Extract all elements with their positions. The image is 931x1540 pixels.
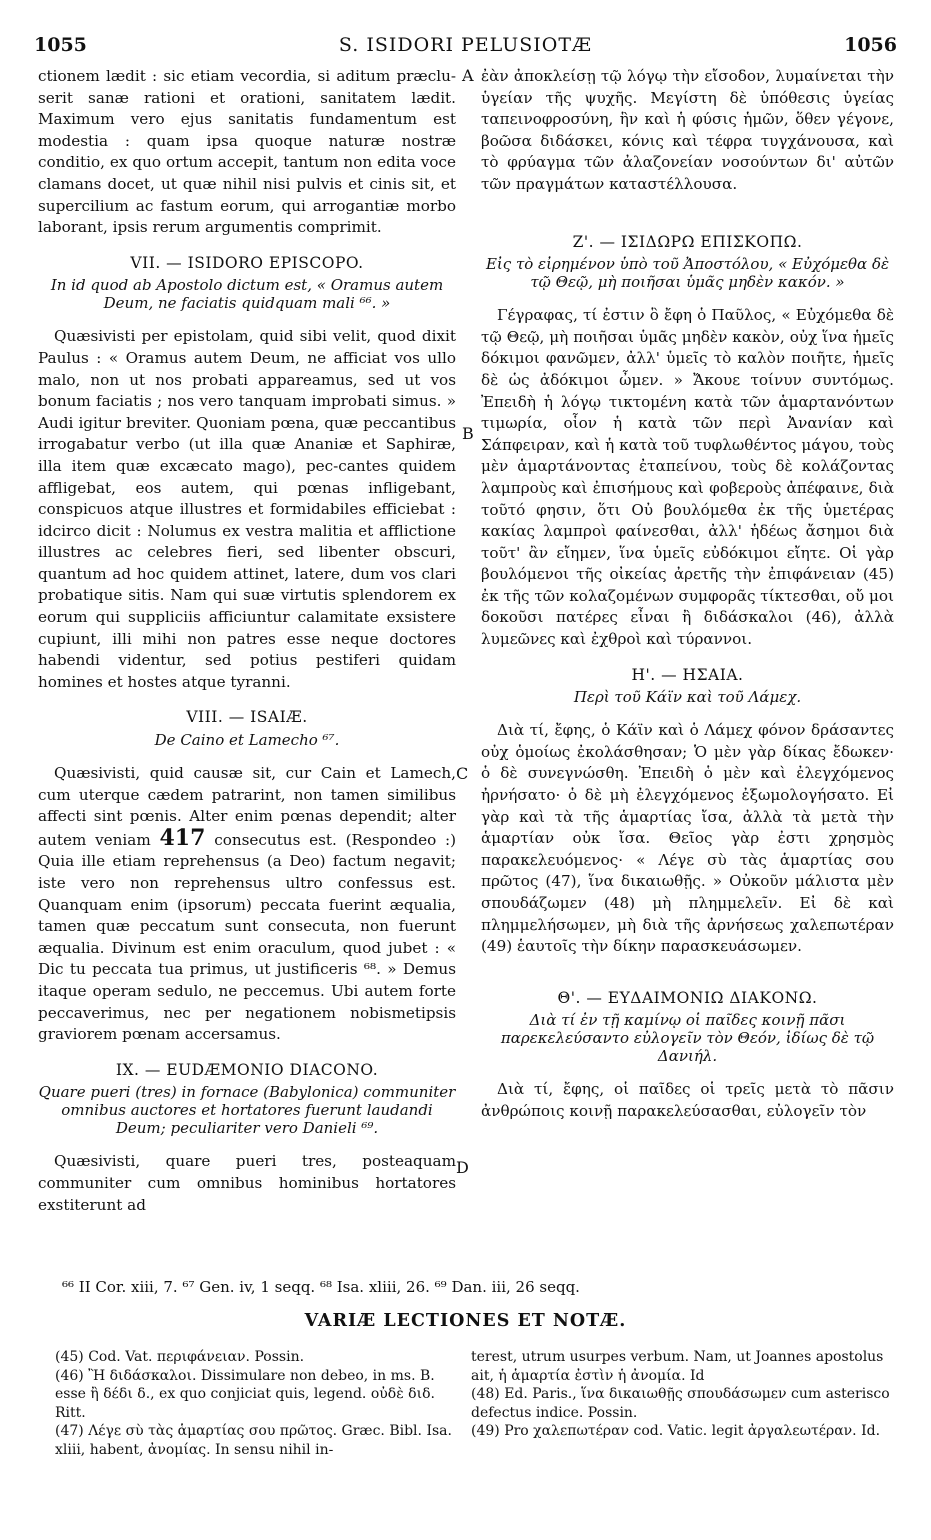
latin-column <box>38 66 456 1216</box>
running-title: S. ISIDORI PELUSIOTÆ <box>338 34 593 56</box>
page-number-right: 1056 <box>844 34 897 56</box>
note-45: (45) Cod. Vat. περιφάνειαν. Possin. <box>55 1349 305 1365</box>
section-subtitle-ix-greek: Διὰ τί ἐν τῇ καμίνῳ οἱ παῖδες κοινῇ πᾶσι παρεκελεύσαντο εὐλογεῖν τὸν Θεόν, ἰδίως δὲ τῷ Δανιήλ. <box>500 1011 875 1066</box>
latin-text: Quæsivisti, quid causæ sit, cur Cain et Lamech, cum uterque cædem patrarint, non tamen similibus affecti sint pœnis. Alter enim pœnas dependit; alter autem veniam <box>38 764 456 849</box>
note-46: (46) Ἢ διδάσκαλοι. Dissimulare non debeo, in ms. B. esse ἢ δέδι δ., ex quo conjiciat quis, legend. οὐδὲ διδ. Ritt. <box>55 1367 435 1421</box>
section-title-viii-greek: Η'. — ΗΣΑΙΑ. <box>631 665 744 684</box>
greek-paragraph: Διὰ τί, ἔφης, οἱ παῖδες οἱ τρεῖς μετὰ τὸ πᾶσιν ἀνθρώποις κοινῇ παρακελεύσασθαι, εὐλογεῖν τὸν <box>481 1080 894 1120</box>
greek-paragraph: ἐὰν ἀποκλείσῃ τῷ λόγῳ τὴν εἴσοδον, λυμαίνεται τὴν ὑγείαν τῆς ψυχῆς. Μεγίστη δὲ ὑπόθεσις ὑγείας ταπεινοφροσύνη, ἣν καὶ ἡ φύσις ἡμῶν, ὅθεν γέγονε, βοῶσα διδάσκει, κόνις καὶ τέφρα τυγχάνουσα, καὶ τὸ φρύαγμα τῶν ἀλαζονείαν νοσούντων δι' αὐτῶν τῶν πραγμάτων καταστέλλουσα. <box>481 67 894 193</box>
latin-paragraph <box>38 763 456 1046</box>
margin-marker-c: C <box>456 764 469 783</box>
section-title-vii-latin: VII. — ISIDORO EPISCOPO. <box>130 253 364 272</box>
latin-text: consecutus est. (Respondeo :) Quia ille etiam reprehensus (a Deo) factum negavit; iste vero non reprehensus ultro confessus est. Quanquam enim (ipsorum) peccata fuerint æqualia, tamen quæ peccatum sunt consecuta, non fuerunt æqualia. Divinum est enim oraculum, quod jubet : « Dic tu peccata tua primus, ut justificeris ⁶⁸. » Demus itaque operam sedulo, ne peccemus. Ubi autem forte peccaverimus, nec per negationem nobismetipsis graviorem pœnam accersamus. <box>38 830 457 1044</box>
section-title-viii-latin: VIII. — ISAIÆ. <box>186 708 308 727</box>
latin-paragraph: Quæsivisti, quare pueri tres, posteaquam communiter cum omnibus hominibus hortatores exstiterunt ad <box>38 1152 456 1214</box>
column-number: 417 <box>159 824 206 851</box>
section-subtitle-vii-greek: Εἰς τὸ εἰρημένον ὑπὸ τοῦ Ἀποστόλου, « Εὐχόμεθα δὲ τῷ Θεῷ, μὴ ποιῆσαι ὑμᾶς μηδὲν κακόν. » <box>485 255 890 292</box>
scripture-footnotes: ⁶⁶ II Cor. xiii, 7. ⁶⁷ Gen. iv, 1 seqq. ⁶⁸ Isa. xliii, 26. ⁶⁹ Dan. iii, 26 seqq. <box>62 1278 580 1296</box>
section-subtitle-vii-latin: In id quod ab Apostolo dictum est, « Oramus autem Deum, ne faciatis quidquam mali ⁶⁶. » <box>50 276 444 313</box>
latin-paragraph: Quæsivisti per epistolam, quid sibi velit, quod dixit Paulus : « Oramus autem Deum, ne afficiat vos ullo malo, non ut nos probati appareamus, sed ut vos bonum faciatis ; nos vero tanquam improbati simus. » Audi igitur breviter. Quoniam pœna, quæ peccantibus irrogabatur verbo (ut illa quæ Ananiæ et Saphiræ, illa item quæ excæcato mago), pec-cantes quidem affligebat, eos autem, qui pœnas infligebant, conspicuos atque illustres et formidabiles efficiebat : idcirco dicit : Nolumus ex vestra malitia et afflictione illustres ac celebres fieri, sed libenter obscuri, quantum ad hoc quidem attinet, latere, dum vos clari probatique sitis. Nam qui suæ virtutis splendorem ex eorum qui suppliciis afficiuntur calamitate exsistere cupiunt, illi mihi non patres esse neque doctores habendi videntur, sed potius pestiferi quidam homines et hostes atque tyranni. <box>38 327 456 691</box>
section-title-ix-latin: IX. — EUDÆMONIO DIACONO. <box>115 1060 379 1079</box>
page-header <box>34 34 897 62</box>
note-49: (49) Pro χαλεπωτέραν cod. Vatic. legit ἀργαλεωτέραν. Id. <box>471 1423 881 1439</box>
section-subtitle-ix-latin: Quare pueri (tres) in fornace (Babylonica) communiter omnibus auctores et hortatores fuerunt laudandi Deum; peculiariter vero Danieli ⁶⁹. <box>38 1083 456 1138</box>
margin-marker-b: B <box>462 424 474 443</box>
section-title-ix-greek: Θ'. — ΕΥΔΑΙΜΟΝΙΩ ΔΙΑΚΟΝΩ. <box>557 988 818 1007</box>
section-subtitle-viii-latin: De Caino et Lamecho ⁶⁷. <box>154 731 340 750</box>
notes-title: VARIÆ LECTIONES ET NOTÆ. <box>304 1311 627 1331</box>
note-47: (47) Λέγε σὺ τὰς ἁμαρτίας σου πρῶτος. Græc. Bibl. Isa. xliii, habent, ἀνομίας. In sensu nihil in- <box>55 1423 452 1458</box>
greek-column <box>481 66 894 1123</box>
margin-marker-a: A <box>462 66 474 85</box>
page-number-left: 1055 <box>34 34 87 56</box>
latin-paragraph: ctionem lædit : sic etiam vecordia, si aditum præclu-serit sanæ rationi et orationi, sanitatem lædit. Maximum vero ejus sanitatis fundamentum est modestia : quam ipsa quoque naturæ nostræ conditio, ex quo ortum accepit, tantum non edita voce clamans docet, ut quæ nihil nisi pulvis et cinis sit, et supercilium ac fastum eorum, qui arrogantiæ morbo laborant, ipsis rerum argumentis comprimit. <box>38 67 456 237</box>
margin-marker-d: D <box>456 1158 469 1177</box>
greek-paragraph: Διὰ τί, ἔφης, ὁ Κάϊν καὶ ὁ Λάμεχ φόνον δράσαντες οὐχ ὁμοίως ἐκολάσθησαν; Ὁ μὲν γὰρ δίκας ἔδωκεν· ὁ δὲ συνεγνώσθη. Ἐπειδὴ ὁ μὲν καὶ ἐλεγχόμενος ἠρνήσατο· ὁ δὲ μὴ ἐλεγχόμενος ἐξωμολογήσατο. Εἰ γὰρ καὶ τὰ τῆς ἁμαρτίας ἴσα, ἀλλὰ τὰ μετὰ τὴν ἁμαρτίαν οὐκ ἴσα. Θεῖος γὰρ ἐστι χρησμὸς παρακελευόμενος· « Λέγε σὺ τὰς ἁμαρτίας σου πρῶτος (47), ἵνα δικαιωθῇς. » Οὐκοῦν μάλιστα μὲν σπουδάζωμεν (48) μὴ πλημμελεῖν. Εἰ δὲ καὶ πλημμελήσωμεν, μὴ διὰ τῆς ἀρνήσεως χαλεπωτέραν (49) ἑαυτοῖς τὴν δίκην παρασκευάσωμεν. <box>481 721 894 956</box>
notes-left-column <box>55 1348 455 1459</box>
greek-paragraph: Γέγραφας, τί ἐστιν ὃ ἔφη ὁ Παῦλος, « Εὐχόμεθα δὲ τῷ Θεῷ, μὴ ποιῆσαι ὑμᾶς μηδὲν κακὸν, οὐχ ἵνα ἡμεῖς δόκιμοι φανῶμεν, ἀλλ' ὑμεῖς τὸ καλὸν ποιῆτε, ἡμεῖς δὲ ὡς ἀδόκιμοι ὦμεν. » Ἄκουε τοίνυν συντόμως. Ἐπειδὴ ἡ λόγῳ τικτομένη κατὰ τῶν ἁμαρτανόντων τιμωρία, οἷον ἡ κατὰ τῶν περὶ Ἀνανίαν καὶ Σάπφειραν, καὶ ἡ κατὰ τοῦ τυφλωθέντος μάγου, τοὺς μὲν ἁμαρτάνοντας ἐταπείνου, τοὺς δὲ κολάζοντας λαμπροὺς καὶ ἐπισήμους καὶ φοβεροὺς ἀπέφαινε, διὰ τοῦτό φησιν, ὅτι Οὐ βουλόμεθα ἐκ τῆς ὑμετέρας κακίας λαμπροὶ φαίνεσθαι, ἀλλ' ἡδέως ἄσημοι διὰ τοῦτ' ἂν εἴημεν, ἵνα ὑμεῖς εὐδόκιμοι εἴητε. Οἱ γὰρ βουλόμενοι τῆς οἰκείας ἀρετῆς τὴν ἐπιφάνειαν (45) ἐκ τῆς τῶν κολαζομένων συμφορᾶς τίκτεσθαι, οὔ μοι δοκοῦσι πατέρες εἶναι ἢ διδάσκαλοι (46), ἀλλὰ λυμεῶνες καὶ ἐχθροὶ καὶ τύραννοι. <box>481 306 894 649</box>
notes-right-column <box>471 1348 892 1441</box>
section-title-vii-greek: Ζ'. — ΙΣΙΔΩΡΩ ΕΠΙΣΚΟΠΩ. <box>572 232 803 251</box>
section-subtitle-viii-greek: Περὶ τοῦ Κάϊν καὶ τοῦ Λάμεχ. <box>573 688 802 707</box>
note-47-continued: terest, utrum usurpes verbum. Nam, ut Joannes apostolus ait, ἡ ἁμαρτία ἐστὶν ἡ ἀνομία. Id <box>471 1349 884 1384</box>
note-48: (48) Ed. Paris., ἵνα δικαιωθῇς σπουδάσωμεν cum asterisco defectus indice. Possin. <box>471 1386 890 1421</box>
